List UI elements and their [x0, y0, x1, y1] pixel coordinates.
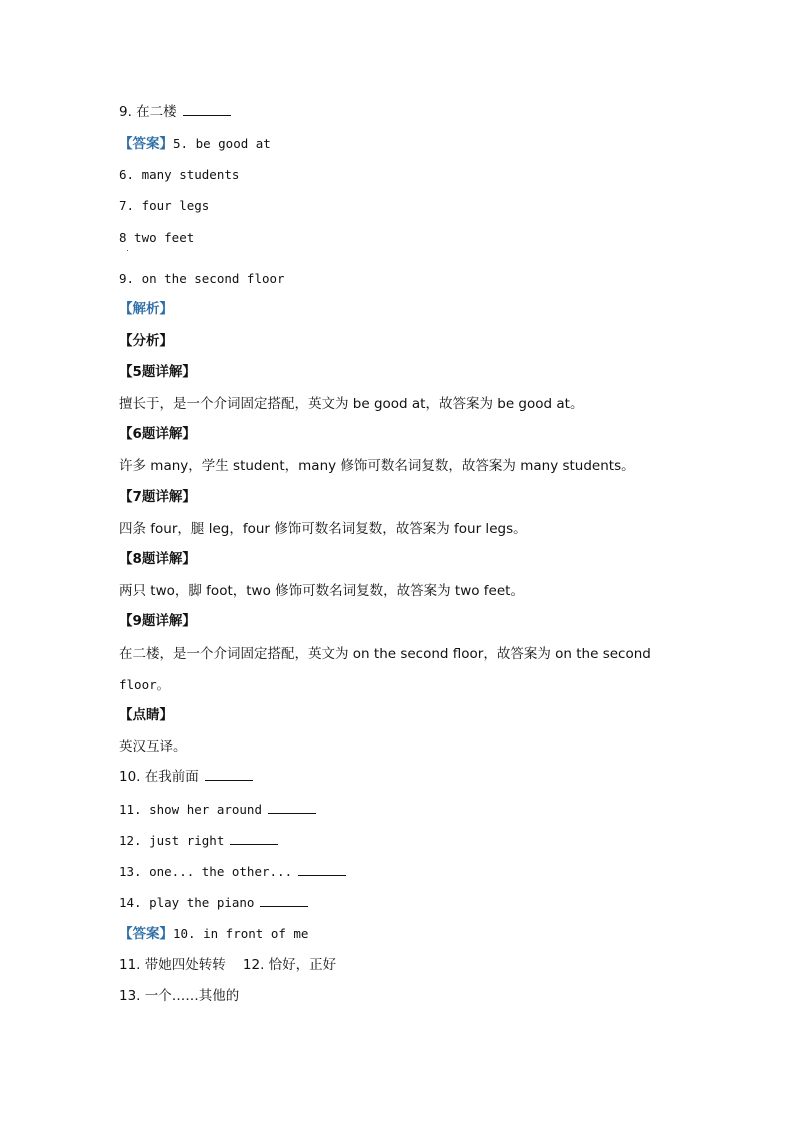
answer-blank [183, 104, 231, 116]
detail-9-text-line-2: floor。 [119, 677, 170, 692]
key-point-text: 英汉互译。 [119, 739, 187, 755]
question-13 [119, 864, 346, 880]
answer-blank [268, 802, 316, 814]
detail-5-text: 擅长于，是一个介词固定搭配，英文为 be good at，故答案为 be good at。 [119, 396, 584, 412]
detail-9-heading: 【9题详解】 [119, 613, 196, 629]
answer-block-2 [119, 926, 308, 942]
answer-blank [230, 833, 278, 845]
answer-tag: 【答案】 [119, 136, 173, 152]
key-point-heading: 【点睛】 [119, 707, 173, 723]
detail-7-heading: 【7题详解】 [119, 489, 196, 505]
answer-10-text: 10. in front of me [173, 926, 309, 941]
question-11 [119, 802, 316, 818]
analysis-heading: 【解析】 [119, 301, 173, 317]
detail-6-heading: 【6题详解】 [119, 426, 196, 442]
detail-8-heading: 【8题详解】 [119, 551, 196, 567]
answer-5-text: 5. be good at [173, 136, 271, 151]
answer-11-12: 11. 带她四处转转 12. 恰好，正好 [119, 957, 337, 973]
answer-blank [260, 895, 308, 907]
detail-5-heading: 【5题详解】 [119, 364, 196, 380]
detail-8-text: 两只 two，脚 foot，two 修饰可数名词复数，故答案为 two feet。 [119, 583, 524, 599]
question-13-text: 13. one... the other... [119, 864, 293, 879]
answer-9: 9. on the second floor [119, 271, 285, 286]
breakdown-heading: 【分析】 [119, 333, 173, 349]
question-14-text: 14. play the piano [119, 895, 255, 910]
answer-6: 6. many students [119, 167, 240, 182]
answer-7: 7. four legs [119, 198, 210, 213]
detail-6-text: 许多 many，学生 student，many 修饰可数名词复数，故答案为 many students。 [119, 458, 635, 474]
answer-blank [298, 864, 346, 876]
answer-block-1 [119, 136, 271, 152]
question-10 [119, 769, 253, 785]
answer-blank [205, 769, 253, 781]
question-9-text: 9. 在二楼 [119, 104, 177, 120]
stray-dot [127, 250, 128, 251]
answer-13: 13. 一个……其他的 [119, 988, 240, 1004]
question-12-text: 12. just right [119, 833, 225, 848]
question-14 [119, 895, 308, 911]
question-10-text: 10. 在我前面 [119, 769, 199, 785]
detail-9-text-line-1: 在二楼，是一个介词固定搭配，英文为 on the second floor，故答案为 on the second [119, 646, 651, 662]
question-9 [119, 104, 231, 120]
answer-tag: 【答案】 [119, 926, 173, 942]
answer-8: 8 two feet [119, 230, 195, 245]
question-12 [119, 833, 278, 849]
question-11-text: 11. show her around [119, 802, 262, 817]
detail-7-text: 四条 four，腿 leg，four 修饰可数名词复数，故答案为 four legs。 [119, 521, 527, 537]
